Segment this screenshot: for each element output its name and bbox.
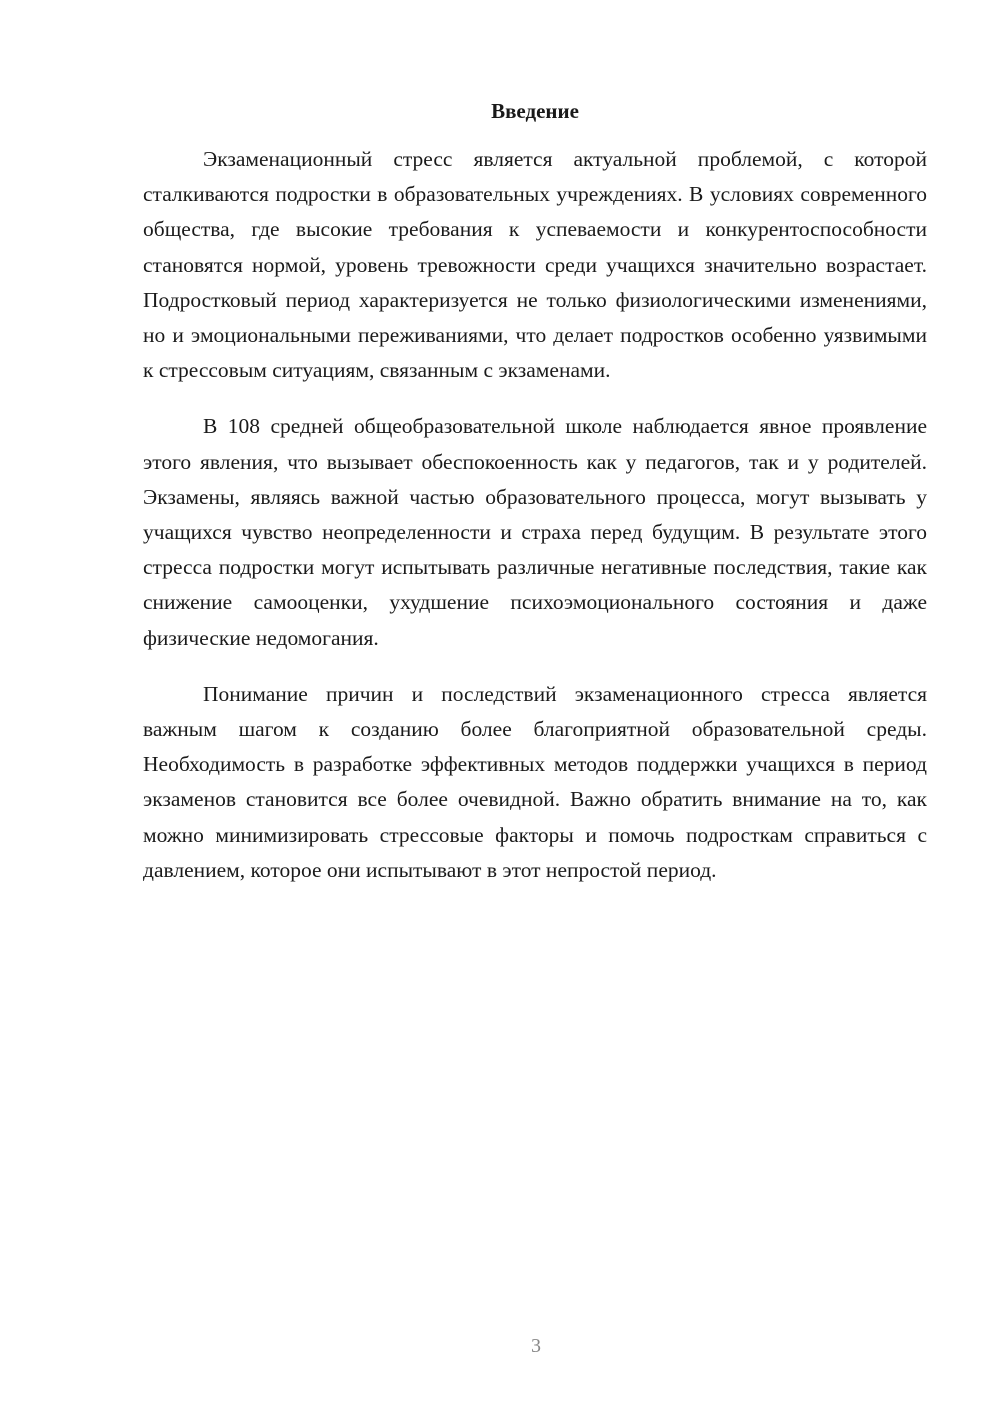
body-text xyxy=(143,142,927,909)
paragraph-1: Экзаменационный стресс является актуальной проблемой, с которой сталкиваются подростки в образовательных учреждениях. В условиях современного общества, где высокие требования к успеваемости и конкурентоспособности становятся нормой, уровень тревожности среди учащихся значительно возрастает. Подростковый период характеризуется не только физиологическими изменениями, но и эмоциональными переживаниями, что делает подростков особенно уязвимыми к стрессовым ситуациям, связанным с экзаменами. xyxy=(143,147,927,383)
section-heading: Введение xyxy=(491,99,579,123)
paragraph-2: В 108 средней общеобразовательной школе наблюдается явное проявление этого явления, что вызывает обеспокоенность как у педагогов, так и у родителей. Экзамены, являясь важной частью образовательного процесса, могут вызывать у учащихся чувство неопределенности и страха перед будущим. В результате этого стресса подростки могут испытывать различные негативные последствия, такие как снижение самооценки, ухудшение психоэмоционального состояния и даже физические недомогания. xyxy=(143,414,927,650)
page-number: 3 xyxy=(531,1335,541,1357)
paragraph-3: Понимание причин и последствий экзаменационного стресса является важным шагом к созданию более благоприятной образовательной среды. Необходимость в разработке эффективных методов поддержки учащихся в период экзаменов становится все более очевидной. Важно обратить внимание на то, как можно минимизировать стрессовые факторы и помочь подросткам справиться с давлением, которое они испытывают в этот непростой период. xyxy=(143,681,927,882)
